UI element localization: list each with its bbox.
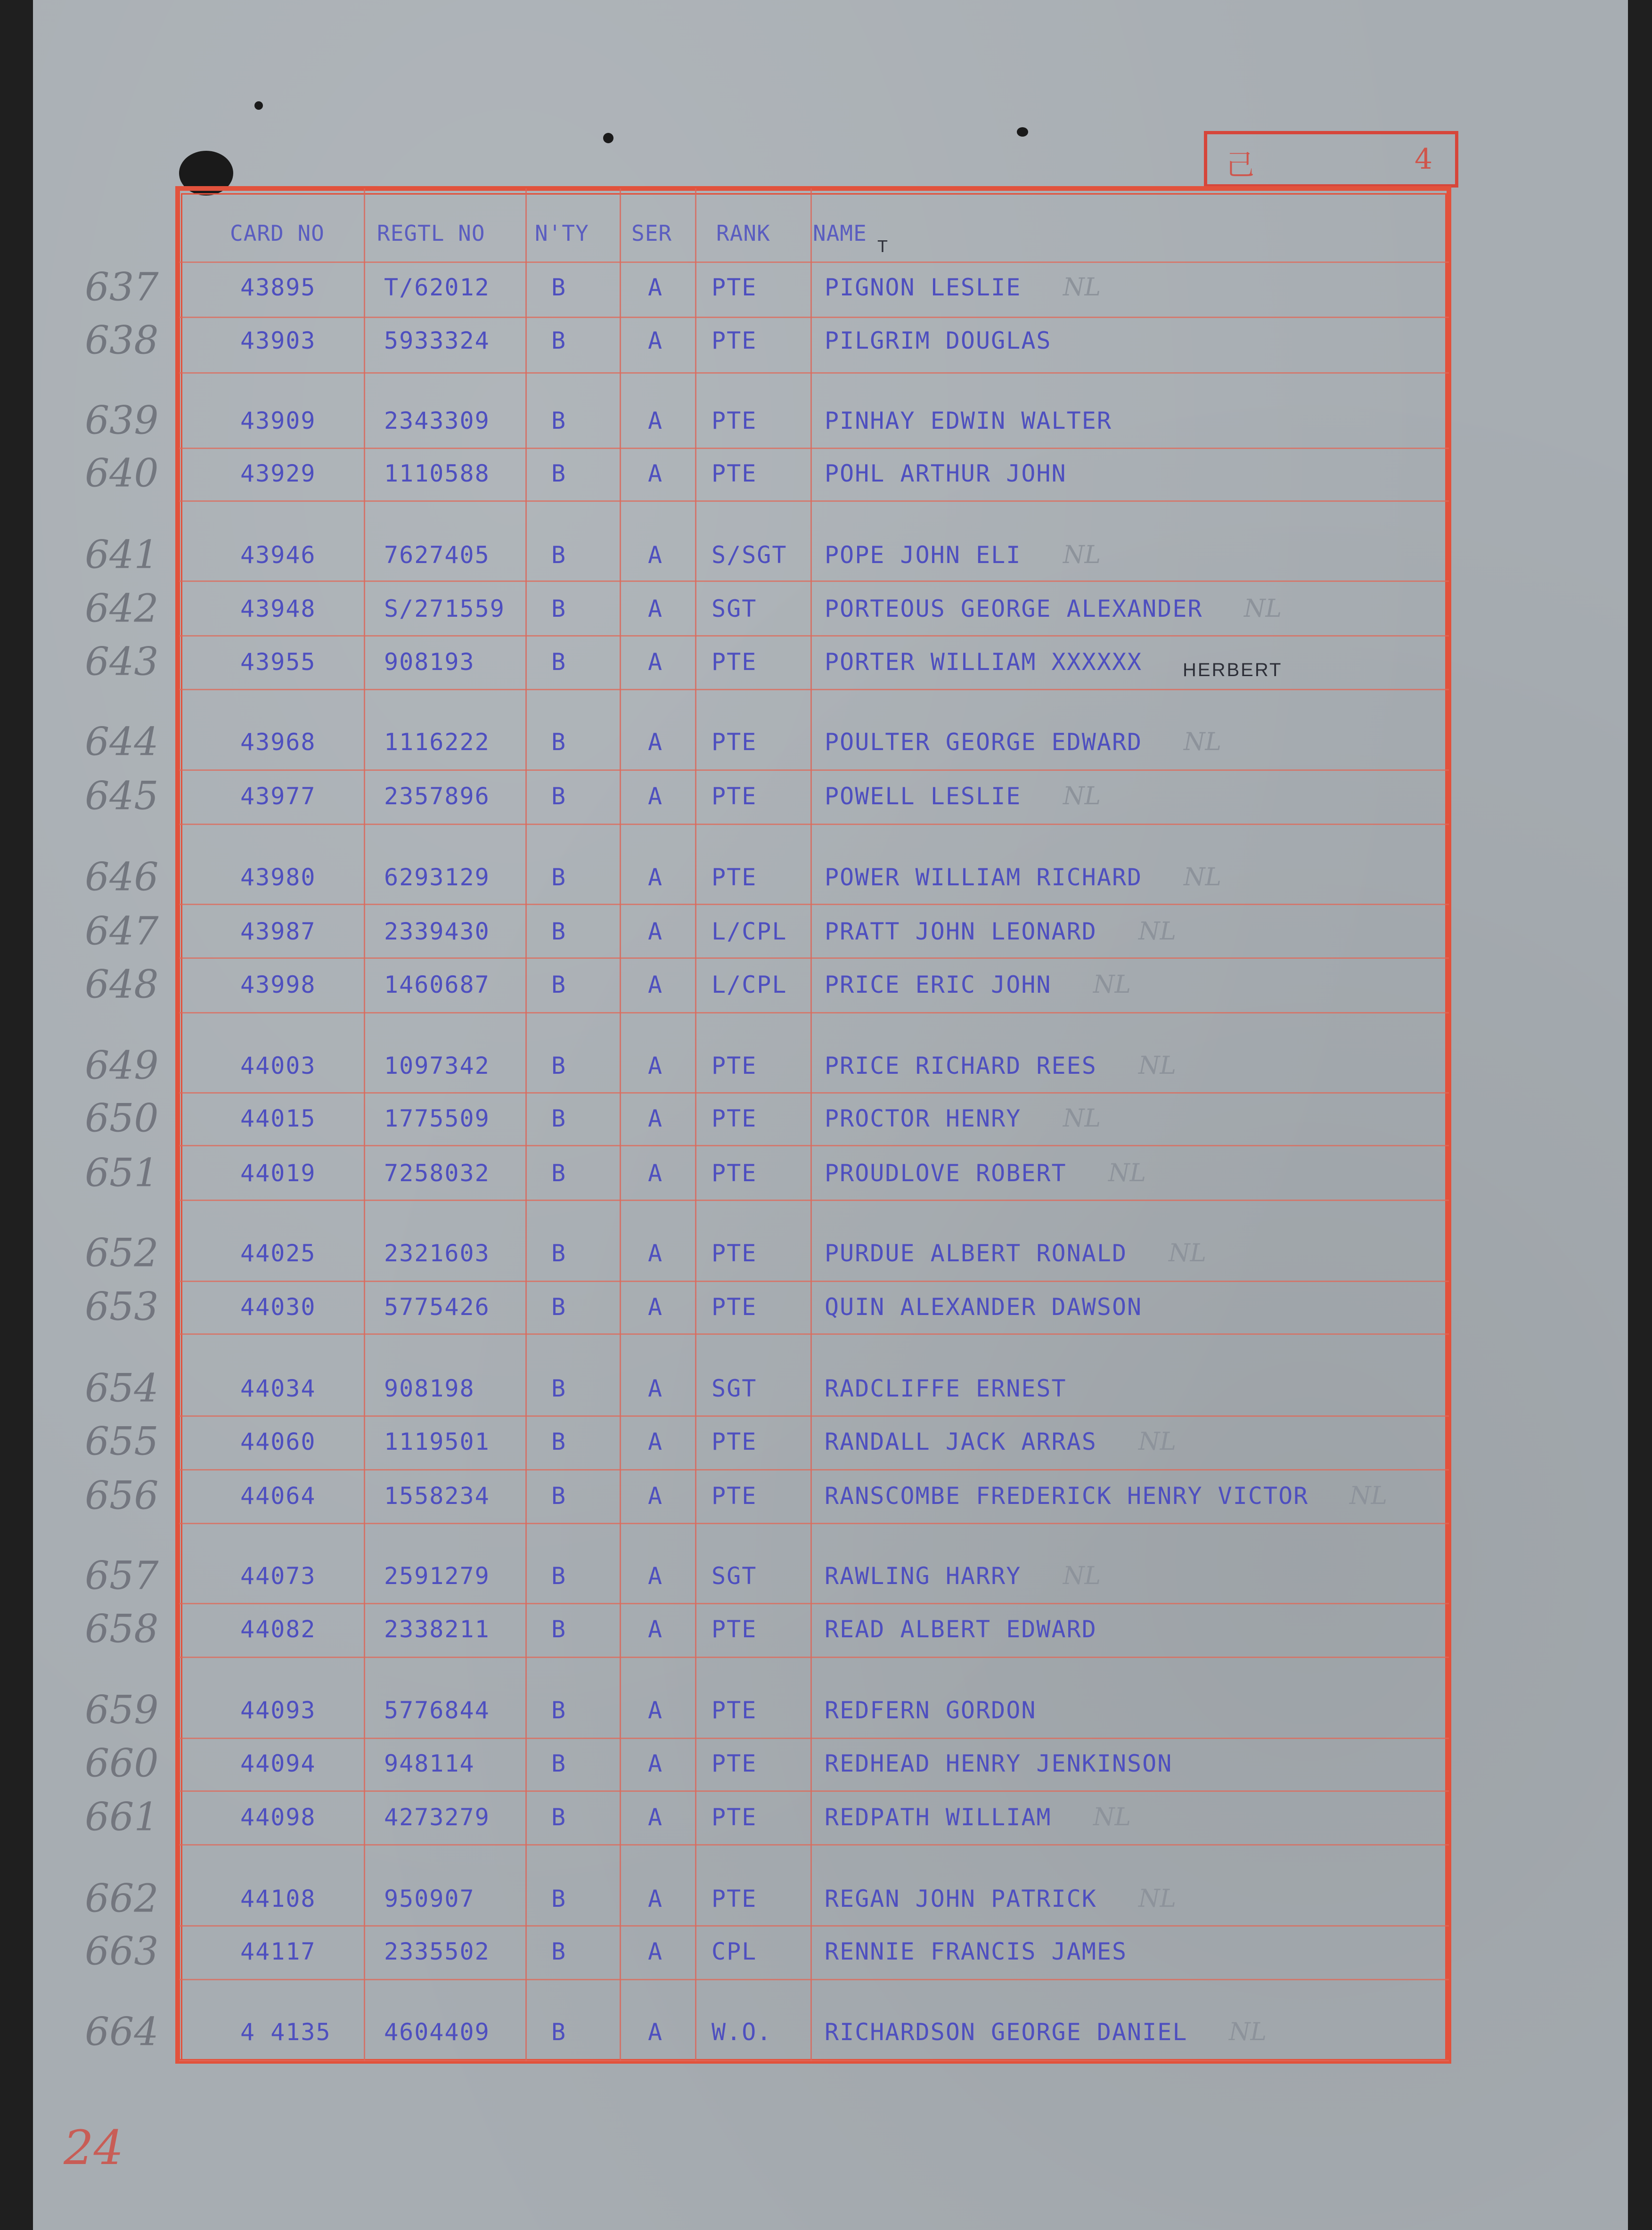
header-nationality: N'TY [535,221,589,246]
service: A [648,2018,663,2046]
soldier-name: POPE JOHN ELI [825,541,1022,569]
regimental-number: 2321603 [384,1240,490,1267]
rank: PTE [712,1105,757,1132]
line-number: 641 [85,532,159,578]
card-number: 44060 [240,1428,316,1455]
service: A [648,1052,663,1079]
nationality: B [551,1052,567,1079]
regimental-number: 2591279 [384,1562,490,1590]
nationality: B [551,1804,567,1831]
nationality: B [551,1240,567,1267]
soldier-name: RANDALL JACK ARRAS [825,1428,1097,1455]
card-number: 43929 [240,460,316,487]
header-service: SER [631,221,672,246]
card-number: 43909 [240,407,316,434]
column-divider [525,188,527,2061]
row-rule [179,1979,1449,1980]
service: A [648,541,663,569]
nl-annotation: NL [1138,917,1177,946]
rank: PTE [712,1482,757,1510]
nl-annotation: NL [1184,863,1222,891]
service: A [648,864,663,891]
regimental-number: T/62012 [384,274,490,301]
service: A [648,971,663,998]
row-rule [179,635,1449,637]
nl-annotation: NL [1244,595,1282,623]
row-rule [179,1790,1449,1792]
row-rule [179,1738,1449,1739]
nl-annotation: NL [1063,541,1101,569]
stamp-left-mark: 己 [1226,149,1254,182]
registry-stamp [1204,131,1458,188]
service: A [648,648,663,676]
soldier-name: REDFERN GORDON [825,1697,1037,1724]
nationality: B [551,2018,567,2046]
card-number: 44025 [240,1240,316,1267]
line-number: 656 [85,1473,159,1519]
nl-annotation: NL [1229,2018,1267,2046]
nationality: B [551,864,567,891]
row-rule [179,1844,1449,1846]
regimental-number: 2343309 [384,407,490,434]
nationality: B [551,971,567,998]
column-divider [810,188,812,2061]
soldier-name: PILGRIM DOUGLAS [825,327,1052,354]
nationality: B [551,1750,567,1777]
service: A [648,728,663,756]
line-number: 639 [85,398,159,443]
service: A [648,595,663,622]
regimental-number: 1110588 [384,460,490,487]
line-number: 649 [85,1043,159,1088]
nationality: B [551,728,567,756]
regimental-number: S/271559 [384,595,505,622]
soldier-name: RAWLING HARRY [825,1562,1022,1590]
row-rule [179,1281,1449,1282]
service: A [648,1697,663,1724]
rank: PTE [712,407,757,434]
card-number: 44015 [240,1105,316,1132]
row-rule [179,1523,1449,1524]
nationality: B [551,1697,567,1724]
soldier-name: RANSCOMBE FREDERICK HENRY VICTOR [825,1482,1309,1510]
rank: PTE [712,1804,757,1831]
nationality: B [551,1885,567,1912]
line-number: 650 [85,1096,159,1141]
rank: L/CPL [712,971,787,998]
column-divider [364,188,365,2061]
regimental-number: 2357896 [384,783,490,810]
regimental-number: 908193 [384,648,475,676]
service: A [648,1804,663,1831]
soldier-name: READ ALBERT EDWARD [825,1616,1097,1643]
row-rule [179,689,1449,690]
row-rule [179,1333,1449,1335]
nl-annotation: NL [1093,1803,1131,1831]
soldier-name: QUIN ALEXANDER DAWSON [825,1293,1143,1321]
table-frame-inner [181,193,1447,2061]
rank: S/SGT [712,541,787,569]
nationality: B [551,1428,567,1455]
line-number: 653 [85,1284,159,1330]
regimental-number: 4604409 [384,2018,490,2046]
rank: PTE [712,1240,757,1267]
card-number: 43987 [240,918,316,945]
rank: PTE [712,1750,757,1777]
row-rule [179,1469,1449,1470]
line-number: 646 [85,855,159,900]
nationality: B [551,1562,567,1590]
service: A [648,1375,663,1402]
rank: PTE [712,783,757,810]
header-rank: RANK [716,221,770,246]
card-number: 43980 [240,864,316,891]
soldier-name: POHL ARTHUR JOHN [825,460,1067,487]
regimental-number: 908198 [384,1375,475,1402]
punch-hole [1017,127,1028,137]
regimental-number: 1119501 [384,1428,490,1455]
line-number: 643 [85,639,159,685]
row-rule [179,1012,1449,1013]
page-mark: 24 [64,2120,124,2175]
regimental-number: 5775426 [384,1293,490,1321]
regimental-number: 7627405 [384,541,490,569]
line-number: 651 [85,1151,159,1196]
card-number: 44117 [240,1938,316,1965]
service: A [648,1616,663,1643]
line-number: 655 [85,1419,159,1464]
service: A [648,327,663,354]
service: A [648,1562,663,1590]
rank: L/CPL [712,918,787,945]
regimental-number: 5776844 [384,1697,490,1724]
card-number: 44082 [240,1616,316,1643]
line-number: 657 [85,1553,159,1599]
line-number: 663 [85,1929,159,1974]
soldier-name: PORTER WILLIAM XXXXXX [825,648,1143,676]
soldier-name: PRICE ERIC JOHN [825,971,1052,998]
service: A [648,1482,663,1510]
card-number: 44030 [240,1293,316,1321]
row-rule [179,372,1449,374]
nationality: B [551,648,567,676]
card-number: 44098 [240,1804,316,1831]
row-rule [179,261,1449,263]
row-rule [179,2060,1449,2061]
rank: SGT [712,1375,757,1402]
soldier-name: PROUDLOVE ROBERT [825,1160,1067,1187]
line-number: 661 [85,1795,159,1840]
card-number: 43946 [240,541,316,569]
nl-annotation: NL [1063,782,1101,810]
line-number: 637 [85,265,159,310]
handwritten-insertion: HERBERT [1183,660,1283,680]
soldier-name: RENNIE FRANCIS JAMES [825,1938,1128,1965]
rank: W.O. [712,2018,772,2046]
punch-hole [603,133,613,143]
regimental-number: 950907 [384,1885,475,1912]
card-number: 4 4135 [240,2018,331,2046]
regimental-number: 7258032 [384,1160,490,1187]
row-rule [179,500,1449,502]
row-rule [179,769,1449,771]
nationality: B [551,460,567,487]
line-number: 662 [85,1876,159,1921]
soldier-name: RICHARDSON GEORGE DANIEL [825,2018,1188,2046]
card-number: 44093 [240,1697,316,1724]
service: A [648,783,663,810]
nationality: B [551,1938,567,1965]
line-number: 658 [85,1607,159,1652]
nationality: B [551,1616,567,1643]
service: A [648,918,663,945]
header-regtl-no: REGTL NO [377,221,485,246]
rank: PTE [712,327,757,354]
rank: PTE [712,1616,757,1643]
service: A [648,274,663,301]
soldier-name: PINHAY EDWIN WALTER [825,407,1112,434]
nl-annotation: NL [1063,1104,1101,1133]
line-number: 664 [85,2009,159,2055]
rank: PTE [712,1052,757,1079]
card-number: 43895 [240,274,316,301]
row-rule [179,317,1449,318]
line-number: 652 [85,1231,159,1276]
card-number: 44073 [240,1562,316,1590]
row-rule [179,580,1449,582]
line-number: 644 [85,719,159,765]
soldier-name: PRATT JOHN LEONARD [825,918,1097,945]
rank: PTE [712,1428,757,1455]
rank: PTE [712,460,757,487]
card-number: 44094 [240,1750,316,1777]
service: A [648,460,663,487]
row-rule [179,1145,1449,1146]
rank: PTE [712,648,757,676]
card-number: 43903 [240,327,316,354]
card-number: 44019 [240,1160,316,1187]
column-divider [695,188,696,2061]
regimental-number: 4273279 [384,1804,490,1831]
line-number: 642 [85,586,159,631]
handwritten-correction: T [877,237,888,256]
rank: PTE [712,864,757,891]
regimental-number: 1460687 [384,971,490,998]
regimental-number: 2339430 [384,918,490,945]
card-number: 43998 [240,971,316,998]
row-rule [179,448,1449,449]
card-number: 43948 [240,595,316,622]
soldier-name: PRICE RICHARD REES [825,1052,1097,1079]
nationality: B [551,1375,567,1402]
soldier-name: POWELL LESLIE [825,783,1022,810]
soldier-name: PORTEOUS GEORGE ALEXANDER [825,595,1203,622]
nationality: B [551,783,567,810]
header-card-no: CARD NO [230,221,325,246]
service: A [648,1428,663,1455]
row-rule [179,1925,1449,1927]
nl-annotation: NL [1184,728,1222,756]
regimental-number: 5933324 [384,327,490,354]
nationality: B [551,1105,567,1132]
card-number: 43955 [240,648,316,676]
stamp-right-mark: 4 [1415,143,1433,176]
line-number: 645 [85,774,159,819]
regimental-number: 2335502 [384,1938,490,1965]
soldier-name: REDPATH WILLIAM [825,1804,1052,1831]
nationality: B [551,1293,567,1321]
service: A [648,1105,663,1132]
row-rule [179,1415,1449,1417]
rank: SGT [712,595,757,622]
regimental-number: 2338211 [384,1616,490,1643]
regimental-number: 948114 [384,1750,475,1777]
service: A [648,1750,663,1777]
card-number: 44034 [240,1375,316,1402]
soldier-name: REDHEAD HENRY JENKINSON [825,1750,1173,1777]
nationality: B [551,274,567,301]
soldier-name: REGAN JOHN PATRICK [825,1885,1097,1912]
service: A [648,1938,663,1965]
nationality: B [551,1160,567,1187]
rank: SGT [712,1562,757,1590]
service: A [648,1293,663,1321]
line-number: 659 [85,1688,159,1733]
row-rule [179,904,1449,905]
line-number: 654 [85,1366,159,1411]
service: A [648,1885,663,1912]
regimental-number: 1116222 [384,728,490,756]
soldier-name: PURDUE ALBERT RONALD [825,1240,1128,1267]
punch-hole [254,101,263,110]
nl-annotation: NL [1063,1562,1101,1590]
rank: PTE [712,1293,757,1321]
nl-annotation: NL [1063,273,1101,302]
column-divider [620,188,621,2061]
nl-annotation: NL [1169,1239,1207,1267]
rank: PTE [712,1885,757,1912]
rank: PTE [712,728,757,756]
card-number: 44108 [240,1885,316,1912]
header-name: NAME [813,221,867,246]
nationality: B [551,407,567,434]
soldier-name: POULTER GEORGE EDWARD [825,728,1143,756]
regimental-number: 1558234 [384,1482,490,1510]
service: A [648,407,663,434]
row-rule [179,1200,1449,1201]
card-number: 44003 [240,1052,316,1079]
regimental-number: 1097342 [384,1052,490,1079]
nationality: B [551,918,567,945]
rank: PTE [712,274,757,301]
nationality: B [551,327,567,354]
rank: PTE [712,1697,757,1724]
rank: PTE [712,1160,757,1187]
regimental-number: 1775509 [384,1105,490,1132]
row-rule [179,1092,1449,1094]
soldier-name: PIGNON LESLIE [825,274,1022,301]
line-number: 647 [85,909,159,954]
soldier-name: RADCLIFFE ERNEST [825,1375,1067,1402]
rank: CPL [712,1938,757,1965]
row-rule [179,957,1449,959]
soldier-name: POWER WILLIAM RICHARD [825,864,1143,891]
card-number: 44064 [240,1482,316,1510]
line-number: 660 [85,1741,159,1786]
card-number: 43977 [240,783,316,810]
nl-annotation: NL [1138,1052,1177,1080]
nationality: B [551,595,567,622]
nl-annotation: NL [1138,1885,1177,1913]
line-number: 640 [85,451,159,496]
nl-annotation: NL [1349,1482,1388,1510]
nl-annotation: NL [1093,971,1131,999]
card-number: 43968 [240,728,316,756]
nationality: B [551,541,567,569]
line-number: 638 [85,318,159,363]
service: A [648,1160,663,1187]
nl-annotation: NL [1108,1159,1146,1187]
nl-annotation: NL [1138,1428,1177,1456]
row-rule [179,1603,1449,1604]
line-number: 648 [85,962,159,1007]
soldier-name: PROCTOR HENRY [825,1105,1022,1132]
service: A [648,1240,663,1267]
row-rule [179,1657,1449,1658]
regimental-number: 6293129 [384,864,490,891]
row-rule [179,824,1449,825]
nationality: B [551,1482,567,1510]
